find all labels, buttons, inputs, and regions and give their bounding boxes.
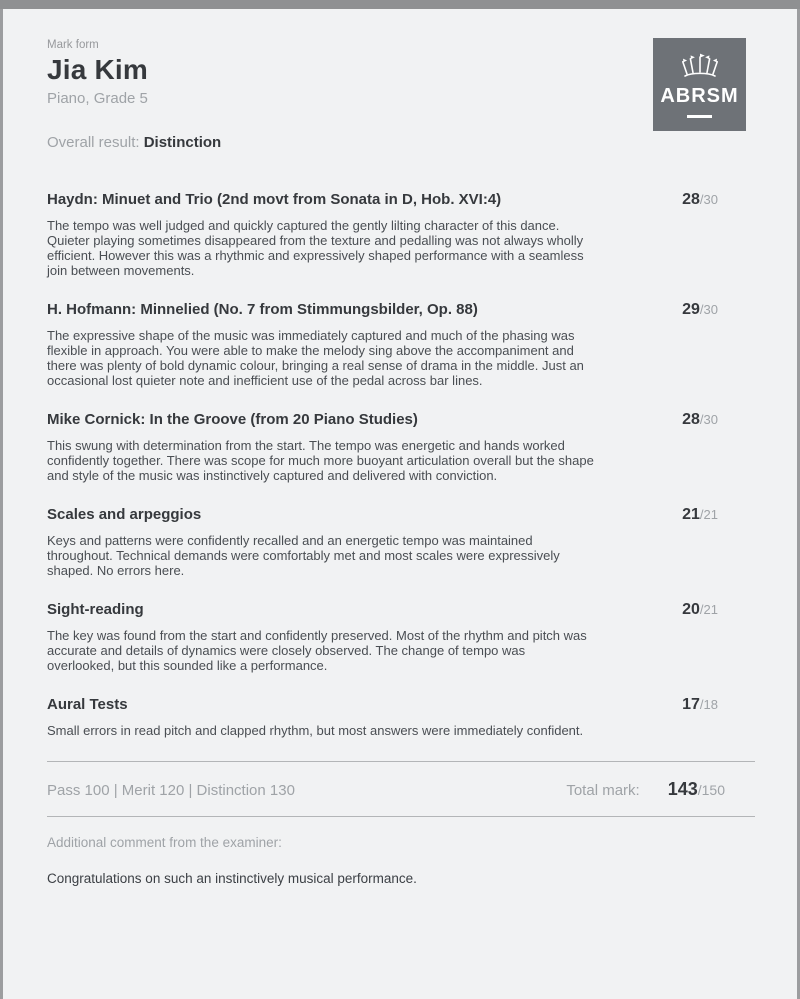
section-comment: Keys and patterns were confidently recalled and an energetic tempo was maintained throughout. Technical demands were comfortably met and most scales were expressively shaped. No errors here. [47,533,560,578]
section-title: Haydn: Minuet and Trio (2nd movt from Sonata in D, Hob. XVI:4) [47,191,502,208]
section-mark-value: 20 [682,601,700,618]
divider-below-totals [47,816,755,817]
section-head [47,696,755,714]
candidate-name: Jia Kim [47,54,148,85]
overall-result-label: Overall result: [47,134,144,151]
section [47,411,755,483]
section-comment: The tempo was well judged and quickly captured the gently lilting character of this dance. Quieter playing sometimes disappeared from the texture and pedalling was not always wholly efficient. However this was a rhythmic and expressively shaped performance with a seamless join between movements. [47,218,584,278]
section [47,601,755,673]
overall-result [47,134,755,151]
section-head [47,506,755,524]
section-title: Sight-reading [47,601,144,618]
section-head [47,301,755,319]
section-mark-value: 21 [682,506,700,523]
abrsm-logo-text: ABRSM [660,85,739,107]
section-mark-outof: /30 [699,192,718,207]
section-title: H. Hofmann: Minnelied (No. 7 from Stimmungsbilder, Op. 88) [47,301,478,318]
logo-underline [687,115,712,118]
total-mark-label: Total mark: [566,782,640,799]
total-mark-value: 143 [667,779,698,799]
crown-icon [677,51,723,83]
section [47,506,755,578]
section-head [47,191,755,209]
section-mark [682,696,718,714]
section-mark-value: 28 [682,411,700,428]
section [47,696,755,738]
section-mark-value: 28 [682,191,700,208]
abrsm-logo [653,38,746,131]
total-mark-outof: /150 [697,782,725,798]
section-mark-outof: /21 [699,602,718,617]
section-title: Scales and arpeggios [47,506,202,523]
section [47,191,755,278]
section-mark-value: 17 [682,696,700,713]
section-mark-outof: /30 [699,412,718,427]
section-head [47,601,755,619]
section-mark [682,411,718,429]
additional-comment-label: Additional comment from the examiner: [47,835,282,850]
section-mark [682,601,718,619]
section-mark-outof: /30 [699,302,718,317]
section-mark-outof: /18 [699,697,718,712]
section-mark-value: 29 [682,301,700,318]
additional-comment-text: Congratulations on such an instinctively musical performance. [47,871,417,886]
section-comment: This swung with determination from the start. The tempo was energetic and hands worked confidently together. There was scope for much more buoyant articulation overall but the shape and style of the music was instinctively captured and delivered with conviction. [47,438,594,483]
candidate-subject: Piano, Grade 5 [47,90,148,107]
thresholds-text: Pass 100 | Merit 120 | Distinction 130 [47,782,295,799]
section-mark [682,191,718,209]
total-mark [566,779,725,800]
section-mark-outof: /21 [699,507,718,522]
section-title: Mike Cornick: In the Groove (from 20 Piano Studies) [47,411,418,428]
mark-form-label: Mark form [47,39,99,51]
section-mark [682,506,718,524]
section-title: Aural Tests [47,696,128,713]
section-comment: Small errors in read pitch and clapped rhythm, but most answers were immediately confident. [47,723,584,738]
sections [47,191,755,738]
total-mark-value-group [668,779,725,800]
section-comment: The key was found from the start and confidently preserved. Most of the rhythm and pitch was accurate and details of dynamics were closely observed. The change of tempo was overlooked, but this sounded like a performance. [47,628,587,673]
section-head [47,411,755,429]
section-mark [682,301,718,319]
totals-row [47,762,755,816]
overall-result-value: Distinction [143,134,222,151]
section-comment: The expressive shape of the music was immediately captured and much of the phasing was flexible in approach. You were able to make the melody sing above the accompaniment and there was plenty of bold dynamic colour, bringing a real sense of drama in the middle. Just an occasional lost quieter note and inefficient use of the pedal across bar lines. [47,328,584,388]
section [47,301,755,388]
